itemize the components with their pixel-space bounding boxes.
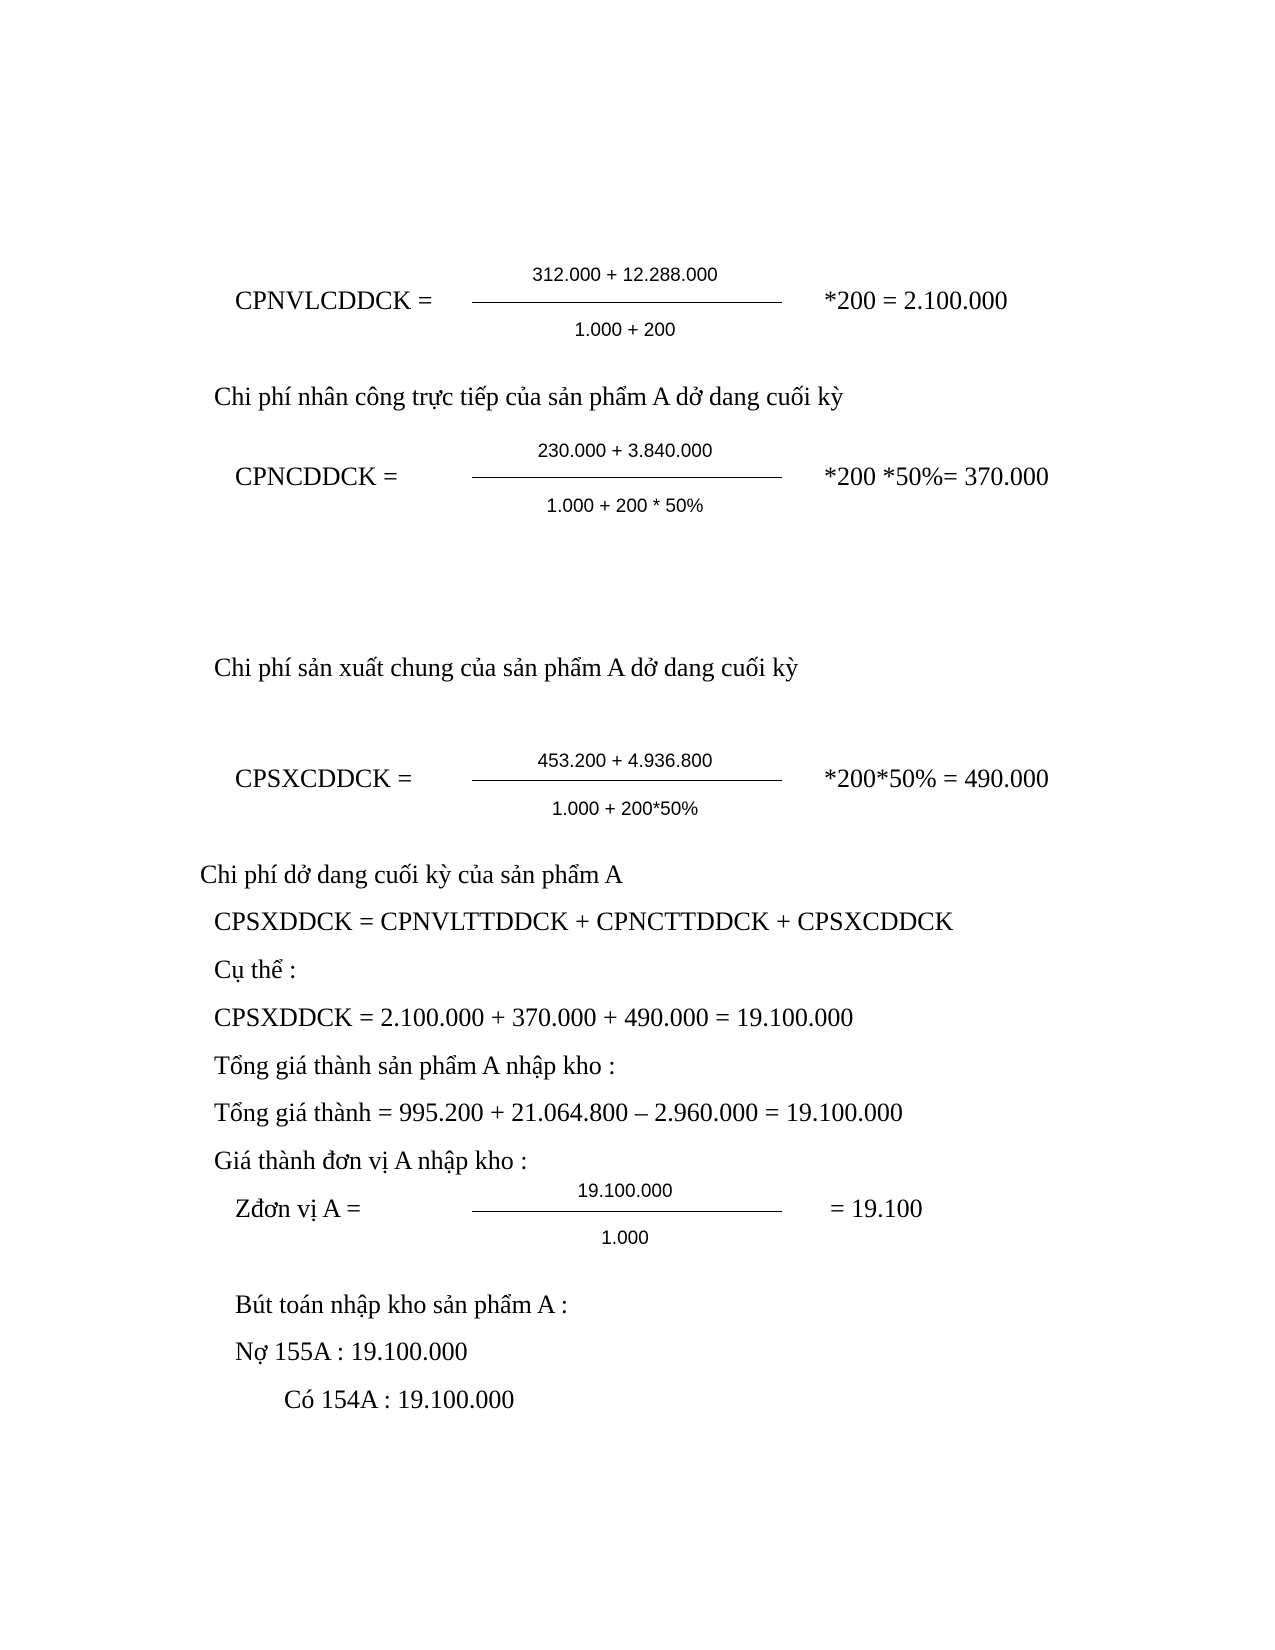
formula1-fraction-bar <box>472 302 782 303</box>
formula1-rhs: *200 = 2.100.000 <box>824 286 1008 315</box>
formula1-lhs: CPNVLCDDCK = <box>235 286 433 315</box>
line-debit: Nợ 155A : 19.100.000 <box>235 1337 468 1366</box>
formula4-numerator: 19.100.000 <box>577 1181 673 1202</box>
formula2-lhs: CPNCDDCK = <box>235 462 398 491</box>
line-specific: Cụ thể : <box>214 955 297 984</box>
line-sum-formula: CPSXDDCK = CPNVLTTDDCK + CPNCTTDDCK + CPSXCDDCK <box>214 907 954 936</box>
line-total-cost-heading: Tổng giá thành sản phẩm A nhập kho : <box>214 1051 616 1080</box>
heading-labor-cost: Chi phí nhân công trực tiếp của sản phẩm A dở dang cuối kỳ <box>214 382 844 411</box>
line-sum-values: CPSXDDCK = 2.100.000 + 370.000 + 490.000 = 19.100.000 <box>214 1003 854 1032</box>
line-unit-cost-heading: Giá thành đơn vị A nhập kho : <box>214 1146 528 1175</box>
heading-overhead-cost: Chi phí sản xuất chung của sản phẩm A dở dang cuối kỳ <box>214 653 799 682</box>
formula3-lhs: CPSXCDDCK = <box>235 764 413 793</box>
formula1-denominator: 1.000 + 200 <box>574 320 676 341</box>
formula2-numerator: 230.000 + 3.840.000 <box>537 441 713 462</box>
formula3-fraction-bar <box>472 780 782 781</box>
formula4-lhs: Zđơn vị A = <box>235 1194 361 1223</box>
formula2-fraction-bar <box>472 477 782 478</box>
line-entry-heading: Bút toán nhập kho sản phẩm A : <box>235 1290 568 1319</box>
formula3-numerator: 453.200 + 4.936.800 <box>537 751 713 772</box>
line-total-cost: Tổng giá thành = 995.200 + 21.064.800 – 2.960.000 = 19.100.000 <box>214 1098 903 1127</box>
formula1-numerator: 312.000 + 12.288.000 <box>532 265 718 286</box>
formula3-denominator: 1.000 + 200*50% <box>551 799 699 820</box>
formula2-denominator: 1.000 + 200 * 50% <box>546 496 704 517</box>
line-credit: Có 154A : 19.100.000 <box>284 1385 515 1414</box>
formula3-rhs: *200*50% = 490.000 <box>824 764 1049 793</box>
formula2-rhs: *200 *50%= 370.000 <box>824 462 1049 491</box>
heading-total-wip: Chi phí dở dang cuối kỳ của sản phẩm A <box>200 860 624 889</box>
formula4-fraction-bar <box>472 1211 782 1212</box>
formula4-denominator: 1.000 <box>601 1228 649 1249</box>
formula4-rhs: = 19.100 <box>830 1194 923 1223</box>
